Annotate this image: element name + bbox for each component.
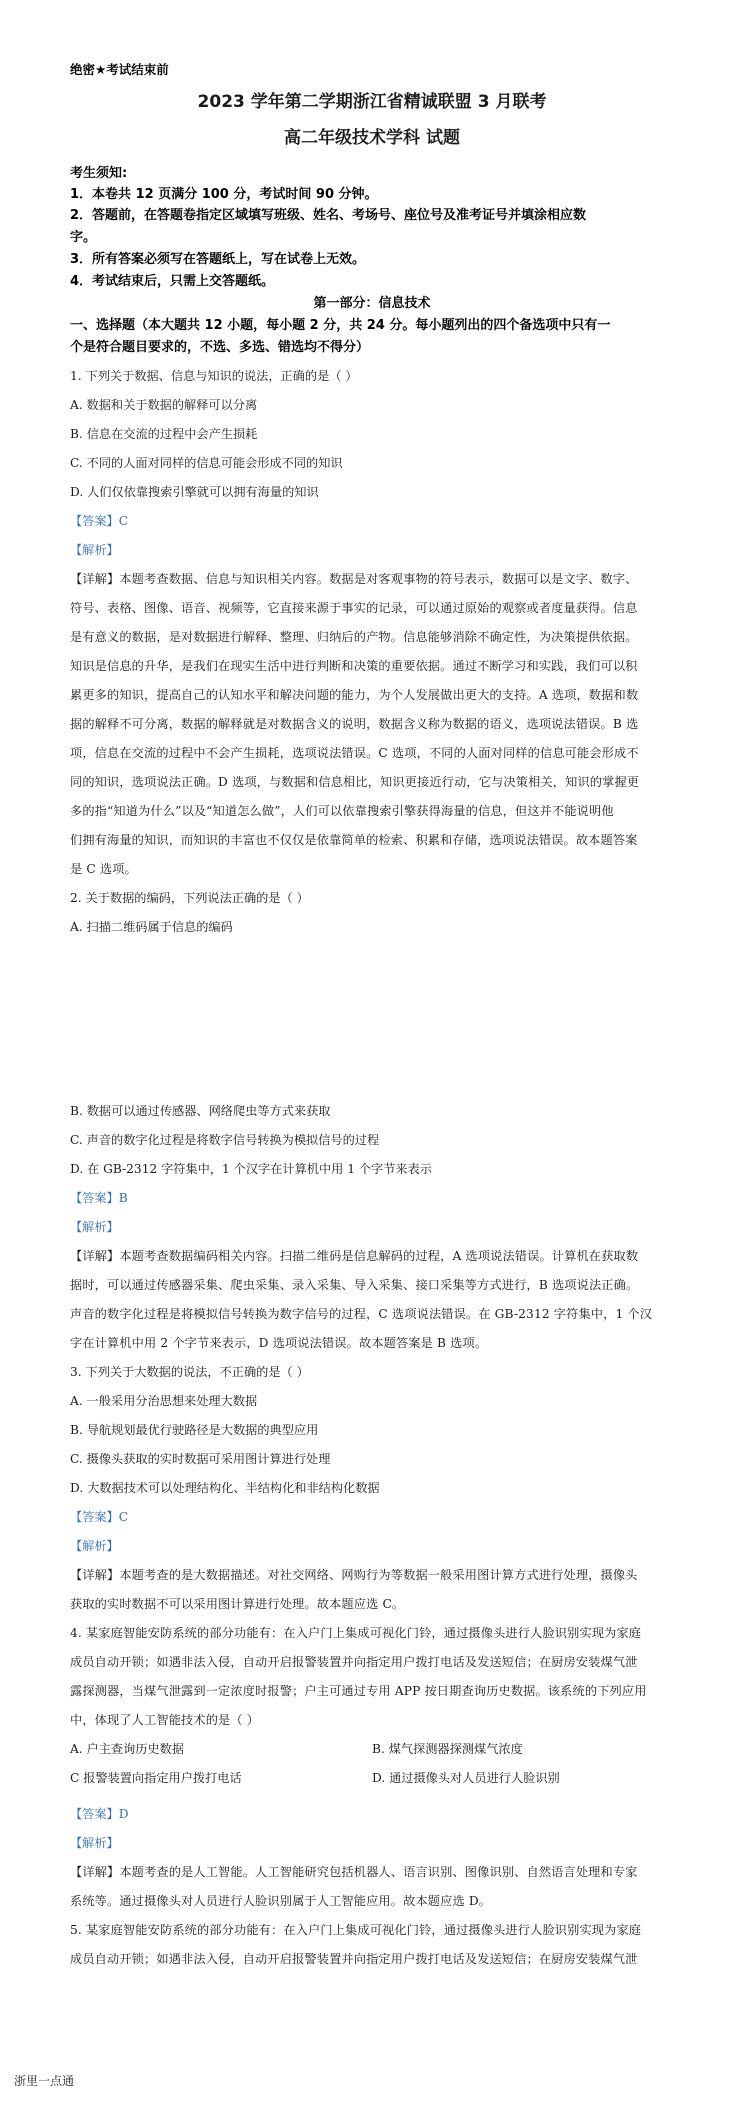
notice-item: 字。	[70, 230, 97, 245]
q1-detail-line: 是有意义的数据，是对数据进行解释、整理、归纳后的产物。信息能够消除不确定性，为决策提供依据。	[70, 630, 638, 644]
q2-option-c: C. 声音的数字化过程是将数字信号转换为模拟信号的过程	[70, 1133, 380, 1147]
q1-option-c: C. 不同的人面对同样的信息可能会形成不同的知识	[70, 456, 343, 470]
q1-detail-line: 同的知识，选项说法正确。D 选项，与数据和信息相比，知识更接近行动，它与决策相关，知识的掌握更	[70, 775, 640, 789]
q1-detail-line: 符号、表格、图像、语音、视频等，它直接来源于事实的记录，可以通过原始的观察或者度量获得。信息	[70, 601, 638, 615]
q4-stem-line: 露探测器，当煤气泄露到一定浓度时报警；户主可通过专用 APP 按日期查询历史数据。该系统的下列应用	[70, 1684, 647, 1698]
q2-option-a: A. 扫描二维码属于信息的编码	[70, 920, 233, 934]
q4-stem-line: 中，体现了人工智能技术的是（ ）	[70, 1713, 260, 1727]
q1-detail-line: 是 C 选项。	[70, 862, 137, 876]
notice-item: 2．答题前，在答题卷指定区域填写班级、姓名、考场号、座位号及准考证号并填涂相应数	[70, 208, 587, 223]
section-heading: 个是符合题目要求的，不选、多选、错选均不得分）	[70, 340, 370, 355]
q2-answer: 【答案】B	[70, 1191, 128, 1205]
q3-option-b: B. 导航规划最优行驶路径是大数据的典型应用	[70, 1423, 319, 1437]
section-heading: 一、选择题（本大题共 12 小题，每小题 2 分，共 24 分。每小题列出的四个备选项中只有一	[70, 318, 611, 333]
q3-option-d: D. 大数据技术可以处理结构化、半结构化和非结构化数据	[70, 1481, 380, 1495]
q4-detail-line: 【详解】本题考查的是人工智能。人工智能研究包括机器人、语言识别、图像识别、自然语言处理和专家	[70, 1865, 638, 1879]
q3-analysis-label: 【解析】	[70, 1539, 119, 1553]
q4-detail-line: 系统等。通过摄像头对人员进行人脸识别属于人工智能应用。故本题应选 D。	[70, 1894, 492, 1908]
q1-option-d: D. 人们仅依靠搜索引擎就可以拥有海量的知识	[70, 485, 319, 499]
q4-answer: 【答案】D	[70, 1807, 129, 1821]
q4-option-d: D. 通过摄像头对人员进行人脸识别	[372, 1771, 560, 1785]
q3-detail-line: 【详解】本题考查的是大数据描述。对社交网络、网购行为等数据一般采用图计算方式进行处理，摄像头	[70, 1568, 638, 1582]
q4-analysis-label: 【解析】	[70, 1836, 119, 1850]
q3-detail-line: 获取的实时数据不可以采用图计算进行处理。故本题应选 C。	[70, 1597, 405, 1611]
q2-option-b: B. 数据可以通过传感器、网络爬虫等方式来获取	[70, 1104, 331, 1118]
q2-detail-line: 字在计算机中用 2 个字节来表示，D 选项说法错误。故本题答案是 B 选项。	[70, 1336, 488, 1350]
q2-detail-line: 声音的数字化过程是将模拟信号转换为数字信号的过程，C 选项说法错误。在 GB-2312 字符集中，1 个汉	[70, 1307, 653, 1321]
q3-stem: 3. 下列关于大数据的说法，不正确的是（ ）	[70, 1365, 309, 1379]
q5-stem-line: 成员自动开锁；如遇非法入侵，自动开启报警装置并向指定用户拨打电话及发送短信；在厨房安装煤气泄	[70, 1952, 638, 1966]
q1-option-b: B. 信息在交流的过程中会产生损耗	[70, 427, 258, 441]
q4-option-a: A. 户主查询历史数据	[70, 1742, 185, 1756]
secret-label: 绝密★考试结束前	[70, 62, 169, 77]
notice-item: 1．本卷共 12 页满分 100 分，考试时间 90 分钟。	[70, 187, 378, 202]
footer-watermark: 浙里一点通	[14, 2074, 75, 2088]
q3-answer: 【答案】C	[70, 1510, 129, 1524]
exam-title: 2023 学年第二学期浙江省精诚联盟 3 月联考	[197, 92, 547, 112]
q1-analysis-label: 【解析】	[70, 543, 119, 557]
q1-detail-line: 据的解释不可分离，数据的解释就是对数据含义的说明，数据含义称为数据的语义，选项说法错误。B 选	[70, 717, 639, 731]
q5-stem-line: 5. 某家庭智能安防系统的部分功能有：在入户门上集成可视化门铃，通过摄像头进行人脸识别实现为家庭	[70, 1923, 642, 1937]
q1-detail-line: 项，信息在交流的过程中不会产生损耗，选项说法错误。C 选项，不同的人面对同样的信息可能会形成不	[70, 746, 639, 760]
q1-option-a: A. 数据和关于数据的解释可以分离	[70, 398, 258, 412]
q1-answer: 【答案】C	[70, 514, 129, 528]
q3-option-c: C. 摄像头获取的实时数据可采用图计算进行处理	[70, 1452, 331, 1466]
q1-stem: 1. 下列关于数据、信息与知识的说法，正确的是（ ）	[70, 369, 358, 383]
q4-stem-line: 成员自动开锁；如遇非法入侵，自动开启报警装置并向指定用户拨打电话及发送短信；在厨房安装煤气泄	[70, 1655, 638, 1669]
q4-stem-line: 4. 某家庭智能安防系统的部分功能有：在入户门上集成可视化门铃，通过摄像头进行人脸识别实现为家庭	[70, 1626, 642, 1640]
notice-item: 3．所有答案必须写在答题纸上，写在试卷上无效。	[70, 252, 366, 267]
notice-heading: 考生须知:	[70, 166, 128, 181]
q1-detail-line: 【详解】本题考查数据、信息与知识相关内容。数据是对客观事物的符号表示，数据可以是文字、数字、	[70, 572, 638, 586]
q1-detail-line: 知识是信息的升华，是我们在现实生活中进行判断和决策的重要依据。通过不断学习和实践，我们可以积	[70, 659, 638, 673]
q4-option-c: C 报警装置向指定用户拨打电话	[70, 1771, 242, 1785]
notice-item: 4．考试结束后，只需上交答题纸。	[70, 274, 275, 289]
q2-stem: 2. 关于数据的编码，下列说法正确的是（ ）	[70, 891, 309, 905]
q1-detail-line: 多的指“知道为什么”以及“知道怎么做”，人们可以依靠搜索引擎获得海量的信息，但这并不能说明他	[70, 804, 614, 818]
q1-detail-line: 累更多的知识，提高自己的认知水平和解决问题的能力，为个人发展做出更大的支持。A 选项，数据和数	[70, 688, 639, 702]
part-title: 第一部分：信息技术	[313, 296, 431, 311]
q2-option-d: D. 在 GB-2312 字符集中，1 个汉字在计算机中用 1 个字节来表示	[70, 1162, 432, 1176]
q4-option-b: B. 煤气探测器探测煤气浓度	[372, 1742, 523, 1756]
q2-analysis-label: 【解析】	[70, 1220, 119, 1234]
q1-detail-line: 们拥有海量的知识，而知识的丰富也不仅仅是依靠简单的检索、积累和存储，选项说法错误。故本题答案	[70, 833, 638, 847]
q2-detail-line: 据时，可以通过传感器采集、爬虫采集、录入采集、导入采集、接口采集等方式进行，B 选项说法正确。	[70, 1278, 639, 1292]
q3-option-a: A. 一般采用分治思想来处理大数据	[70, 1394, 258, 1408]
q2-detail-line: 【详解】本题考查数据编码相关内容。扫描二维码是信息解码的过程，A 选项说法错误。计算机在获取数	[70, 1249, 639, 1263]
exam-subtitle: 高二年级技术学科 试题	[284, 128, 460, 148]
